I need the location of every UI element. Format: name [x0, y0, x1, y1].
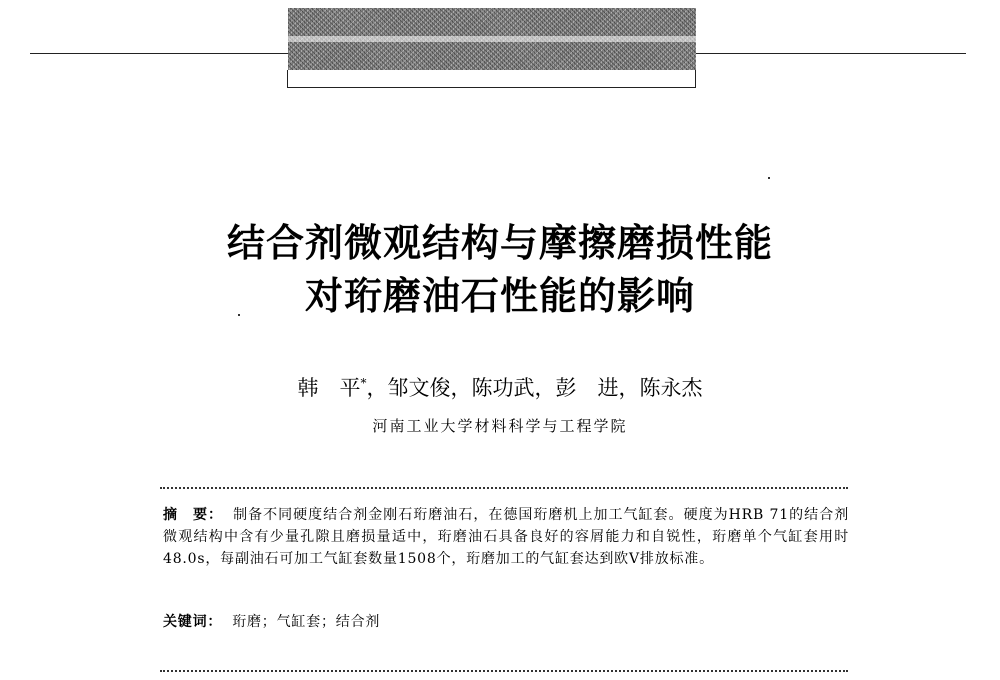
scan-speck [238, 314, 240, 316]
header-rule-right [696, 53, 966, 54]
keywords-label: 关键词： [163, 614, 223, 630]
keywords-block [163, 611, 849, 631]
author-first: 韩 平 [297, 376, 361, 400]
scan-speck [768, 177, 770, 179]
paper-title-line-1: 结合剂微观结构与摩擦磨损性能 [226, 220, 773, 265]
header-bracket [287, 70, 696, 88]
abstract-top-rule [160, 487, 848, 489]
author-others: ，邹文俊，陈功武，彭 进，陈永杰 [366, 376, 703, 400]
abstract-bottom-rule [160, 670, 848, 672]
header-rule-left [30, 53, 288, 54]
paper-title-line-2: 对珩磨油石性能的影响 [304, 273, 695, 318]
abstract-label: 摘 要： [163, 507, 224, 523]
author-list [0, 372, 1000, 402]
keywords-text: 珩磨；气缸套；结合剂 [232, 614, 381, 630]
abstract-block [163, 504, 849, 570]
header-banner-strip [288, 36, 696, 42]
author-affiliation: 河南工业大学材料科学与工程学院 [372, 417, 628, 435]
abstract-text: 制备不同硬度结合剂金刚石珩磨油石，在德国珩磨机上加工气缸套。硬度为HRB 71的结合剂微观结构中含有少量孔隙且磨损量适中，珩磨油石具备良好的容屑能力和自锐性，珩磨单个气缸套用时48.0s，每副油石可加工气缸套数量1508个，珩磨加工的气缸套达到欧Ⅴ排放标准。 [163, 507, 850, 567]
corresponding-author-mark: * [360, 376, 367, 390]
